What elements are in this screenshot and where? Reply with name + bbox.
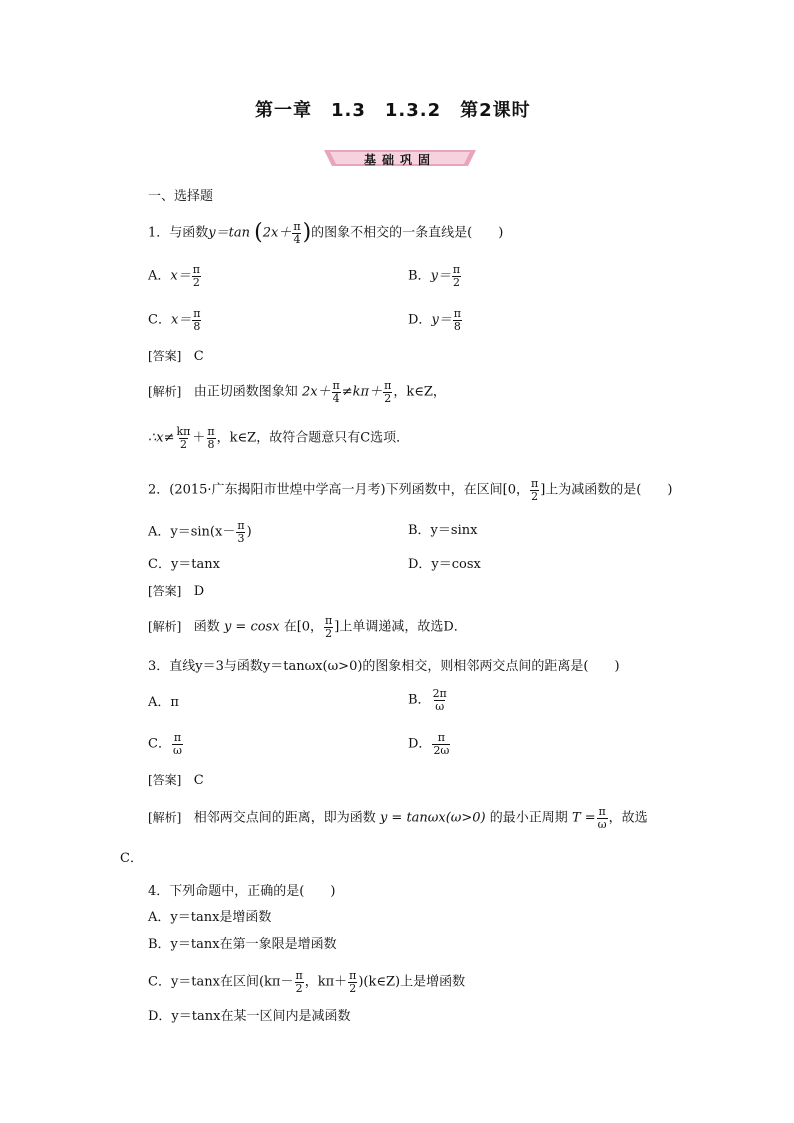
fraction: $\frac{\pi}{4}$ [293, 220, 301, 246]
q2-option-b: B．y＝sinx [408, 523, 478, 538]
q2-answer: [答案] D [148, 584, 205, 599]
q4-option-d: D．y＝tanx在某一区间内是减函数 [148, 1009, 351, 1024]
q2-option-d: D．y＝cosx [408, 557, 481, 572]
q3-analysis: [解析] 相邻两交点间的距离，即为函数 y = tanωx(ω>0) 的最小正周期 T = $\frac{\pi}{\omega}$ ，故选 [148, 805, 648, 831]
q3-option-a: A．π [148, 695, 179, 710]
q2-analysis: [解析] 函数 y = cosx 在[0， $\frac{\pi}{2}$ ]上单调递减，故选D． [148, 614, 467, 640]
q3-option-b: B． $\frac{2\pi}{\omega}$ [408, 687, 447, 713]
section-heading: 一、选择题 [148, 189, 214, 204]
q1-option-c: C．x＝ $\frac{\pi}{8}$ [148, 307, 201, 333]
q4-option-a: A．y＝tanx是增函数 [148, 910, 272, 925]
q2-option-c: C．y＝tanx [148, 557, 220, 572]
question-4: 4．下列命题中，正确的是( ) [148, 884, 336, 899]
q3-analysis-wrap: C． [120, 851, 143, 866]
q1-option-a: A．x＝ $\frac{\pi}{2}$ [148, 263, 200, 289]
banner-label: 基础巩固 [363, 153, 436, 167]
q2-option-a: A．y＝sin(x－ $\frac{\pi}{3}$ ) [148, 519, 252, 545]
q4-option-b: B．y＝tanx在第一象限是增函数 [148, 937, 337, 952]
question-3: 3．直线y＝3与函数y＝tanωx(ω>0)的图象相交，则相邻两交点间的距离是( ) [148, 659, 620, 674]
q3-option-d: D． $\frac{\pi}{2\omega}$ [408, 731, 450, 757]
q3-option-c: C． $\frac{\pi}{\omega}$ [148, 731, 182, 757]
q1-option-b: B．y＝ $\frac{\pi}{2}$ [408, 263, 461, 289]
q1-option-d: D．y＝ $\frac{\pi}{8}$ [408, 307, 462, 333]
question-1: 1．与函数y＝tan (2x＋ $\frac{\pi}{4}$ )的图象不相交的一条直线是( ) [148, 220, 504, 246]
q4-option-c: C．y＝tanx在区间(kπ－ $\frac{\pi}{2}$ ，kπ＋ $\frac{\pi}{2}$ )(k∈Z)上是增函数 [148, 969, 466, 995]
page-title: 第一章 1.3 1.3.2 第2课时 [255, 100, 531, 121]
question-2: 2．(2015·广东揭阳市世煌中学高一月考)下列函数中，在区间[0， $\frac{\pi}{2}$ ]上为减函数的是( ) [148, 477, 673, 503]
section-banner [324, 148, 476, 168]
q1-analysis: [解析] 由正切函数图象知 2x＋ $\frac{\pi}{4}$ ≠kπ＋ $\frac{\pi}{2}$ ，k∈Z， [148, 379, 446, 405]
q3-answer: [答案] C [148, 773, 204, 788]
q1-analysis-line2: ∴x≠ $\frac{k\pi}{2}$ ＋ $\frac{\pi}{8}$ ，k∈Z，故符合题意只有C选项． [148, 425, 410, 451]
q1-answer: [答案] C [148, 349, 204, 364]
